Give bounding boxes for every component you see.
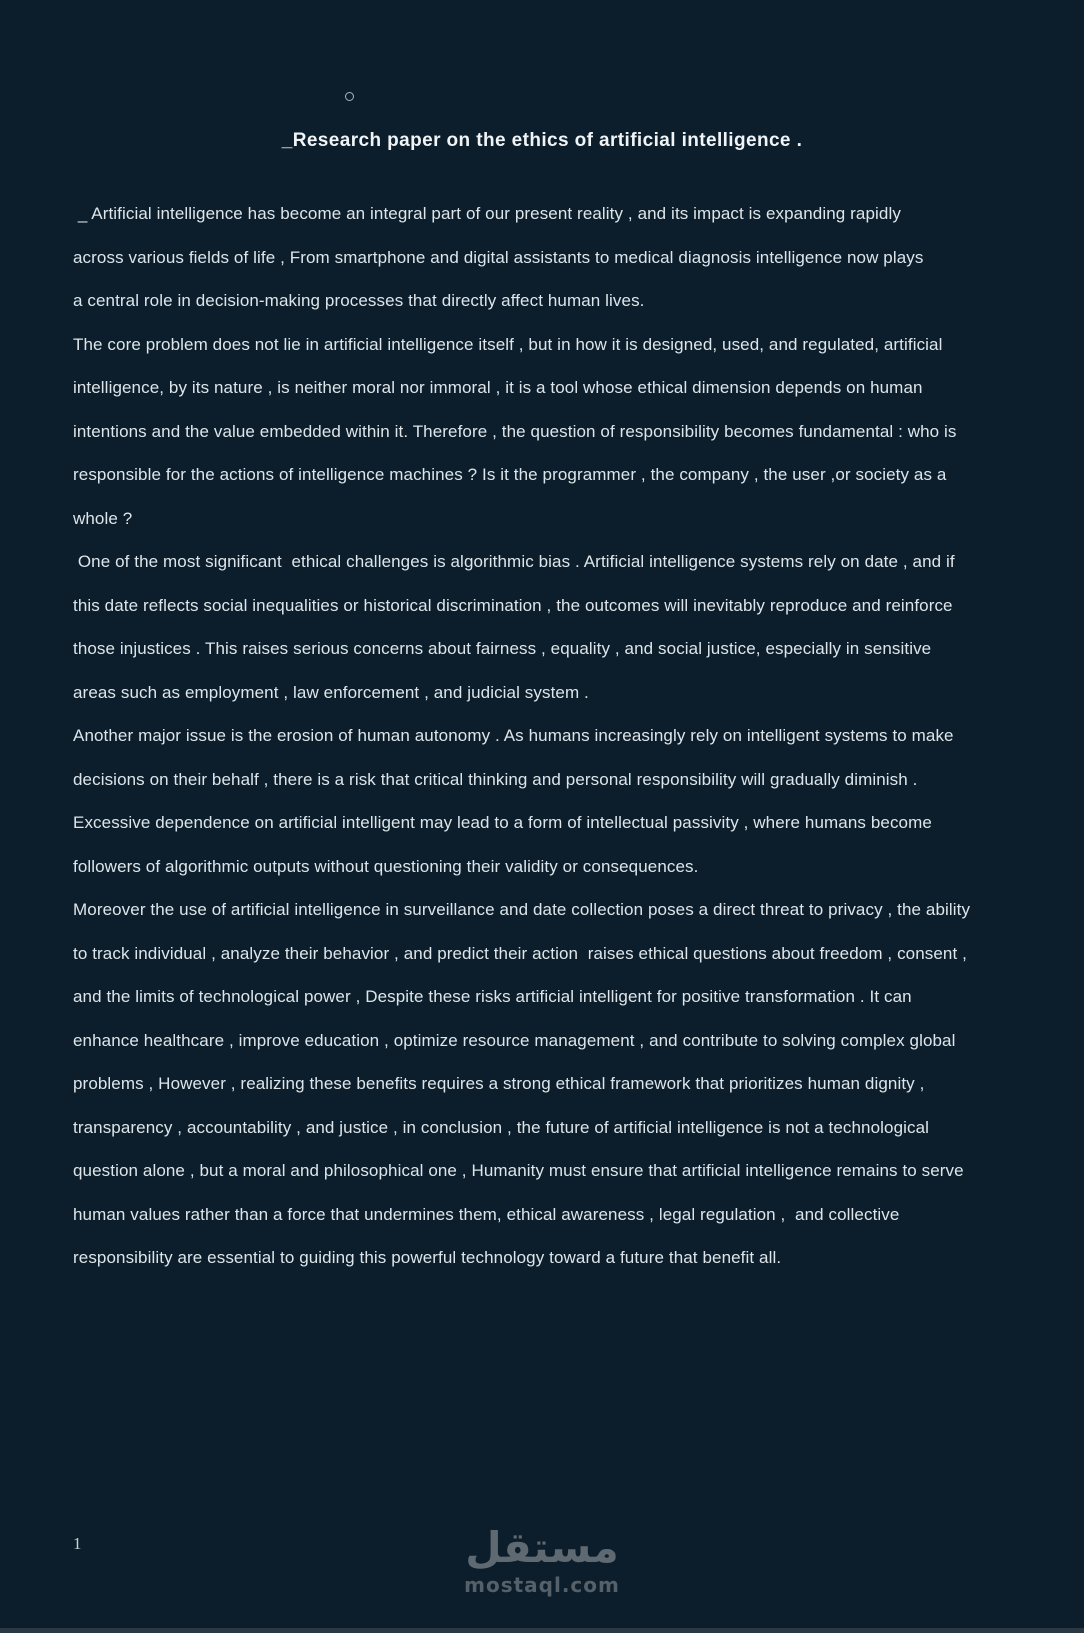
mostaql-logo: مستقل	[465, 1523, 619, 1572]
document-text-line: Another major issue is the erosion of human autonomy . As humans increasingly rely on intelligent systems to make	[73, 726, 954, 745]
page-title: _Research paper on the ethics of artificial intelligence .	[281, 130, 803, 151]
watermark	[0, 1524, 1084, 1596]
document-text-line: those injustices . This raises serious concerns about fairness , equality , and social justice, especially in sensitive	[73, 639, 932, 658]
document-text-line: a central role in decision-making processes that directly affect human lives.	[73, 291, 645, 310]
page-number: 1	[73, 1534, 82, 1553]
document-text-line: transparency , accountability , and justice , in conclusion , the future of artificial intelligence is not a technological	[73, 1117, 930, 1137]
document-text-line: followers of algorithmic outputs without questioning their validity or consequences.	[73, 856, 699, 876]
document-text-line: to track individual , analyze their behavior , and predict their action raises ethical questions about freedom , consent ,	[73, 943, 967, 963]
document-text-line: Moreover the use of artificial intelligence in surveillance and date collection poses a direct threat to privacy , the ability	[73, 900, 971, 919]
document-text-line: whole ?	[73, 508, 133, 528]
document-text-line: The core problem does not lie in artificial intelligence itself , but in how it is designed, used, and regulated, artificial	[73, 334, 943, 354]
document-text-line: One of the most significant ethical challenges is algorithmic bias . Artificial intelligence systems rely on date , and if	[73, 552, 955, 571]
document-text-line: responsible for the actions of intelligence machines ? Is it the programmer , the company , the user ,or society as a	[73, 465, 947, 484]
document-text-line: intelligence, by its nature , is neither moral nor immoral , it is a tool whose ethical dimension depends on human	[73, 378, 923, 397]
document-text-line: problems , However , realizing these benefits requires a strong ethical framework that prioritizes human dignity ,	[73, 1074, 925, 1093]
document-text-line: this date reflects social inequalities or historical discrimination , the outcomes will inevitably reproduce and reinforce	[73, 595, 953, 615]
bottom-edge-bar	[0, 1628, 1084, 1633]
document-text-line: intentions and the value embedded within it. Therefore , the question of responsibility becomes fundamental : who is	[73, 421, 957, 441]
document-text-line: Excessive dependence on artificial intelligent may lead to a form of intellectual passivity , where humans become	[73, 813, 932, 832]
document-text-line: _ Artificial intelligence has become an integral part of our present reality , and its impact is expanding rapidly	[73, 204, 901, 223]
document-body	[73, 192, 1014, 1280]
document-text-line: enhance healthcare , improve education , optimize resource management , and contribute to solving complex global	[73, 1030, 956, 1050]
watermark-site-text: mostaql.com	[464, 1573, 620, 1597]
circle-bullet-icon	[345, 92, 354, 101]
document-text-line: responsibility are essential to guiding this powerful technology toward a future that benefit all.	[73, 1248, 782, 1267]
document-text-line: areas such as employment , law enforcement , and judicial system .	[73, 682, 589, 702]
document-text-line: and the limits of technological power , Despite these risks artificial intelligent for positive transformation . It can	[73, 987, 912, 1006]
document-text-line: across various fields of life , From smartphone and digital assistants to medical diagnosis intelligence now plays	[73, 247, 924, 267]
document-text-line: human values rather than a force that undermines them, ethical awareness , legal regulation , and collective	[73, 1204, 900, 1224]
document-text-line: decisions on their behalf , there is a risk that critical thinking and personal responsibility will gradually diminish .	[73, 769, 918, 789]
document-text-line: question alone , but a moral and philosophical one , Humanity must ensure that artificial intelligence remains to serve	[73, 1161, 964, 1180]
